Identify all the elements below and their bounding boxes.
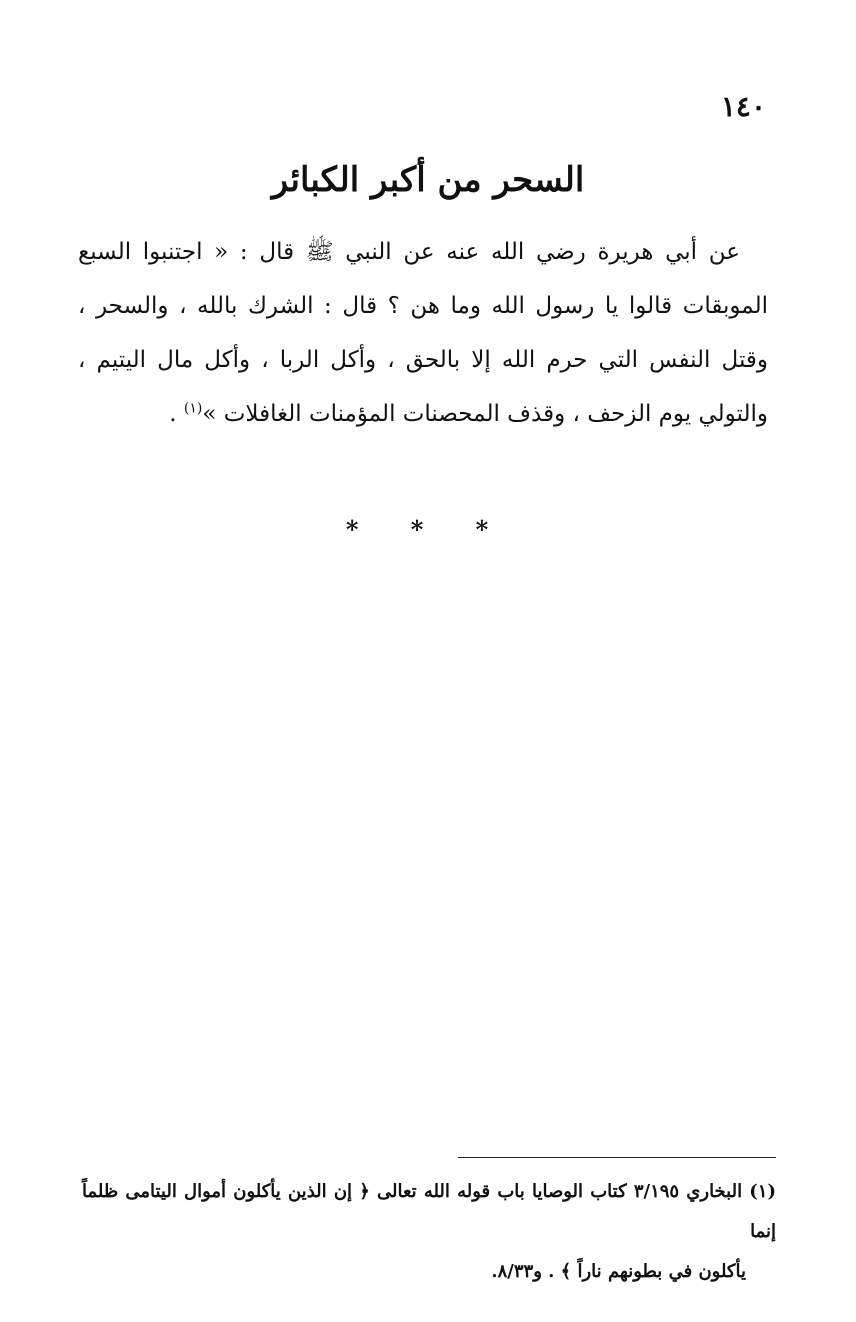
hadith-text: عن أبي هريرة رضي الله عنه عن النبي ﷺ قال : « اجتنبوا السبع الموبقات قالوا يا رسول الله وما هن ؟ قال : الشرك بالله ، والسحر ، وقتل النفس التي حرم الله إلا بالحق ، وأكل الربا ، وأكل مال اليتيم ، والتولي يوم الزحف ، وقذف المحصنات المؤمنات الغافلات » (78, 239, 768, 427)
footnote-line-2: يأكلون في بطونهم ناراً ﴾ . و٨/٣٣. (491, 1261, 746, 1282)
footnote (82, 1172, 776, 1292)
page-title: السحر من أكبر الكبائر (271, 160, 585, 200)
hadith-end-punctuation: . (169, 401, 184, 427)
footnote-reference: (١) (183, 400, 203, 417)
section-separator: * * * (345, 515, 511, 544)
footnote-divider (458, 1157, 776, 1158)
footnote-line-1: (١) البخاري ٣/١٩٥ كتاب الوصايا باب قوله الله تعالى ﴿ إن الذين يأكلون أموال اليتامى ظلماً إنما (82, 1181, 776, 1242)
body-paragraph (78, 225, 768, 441)
page-number: ١٤٠ (720, 90, 766, 123)
